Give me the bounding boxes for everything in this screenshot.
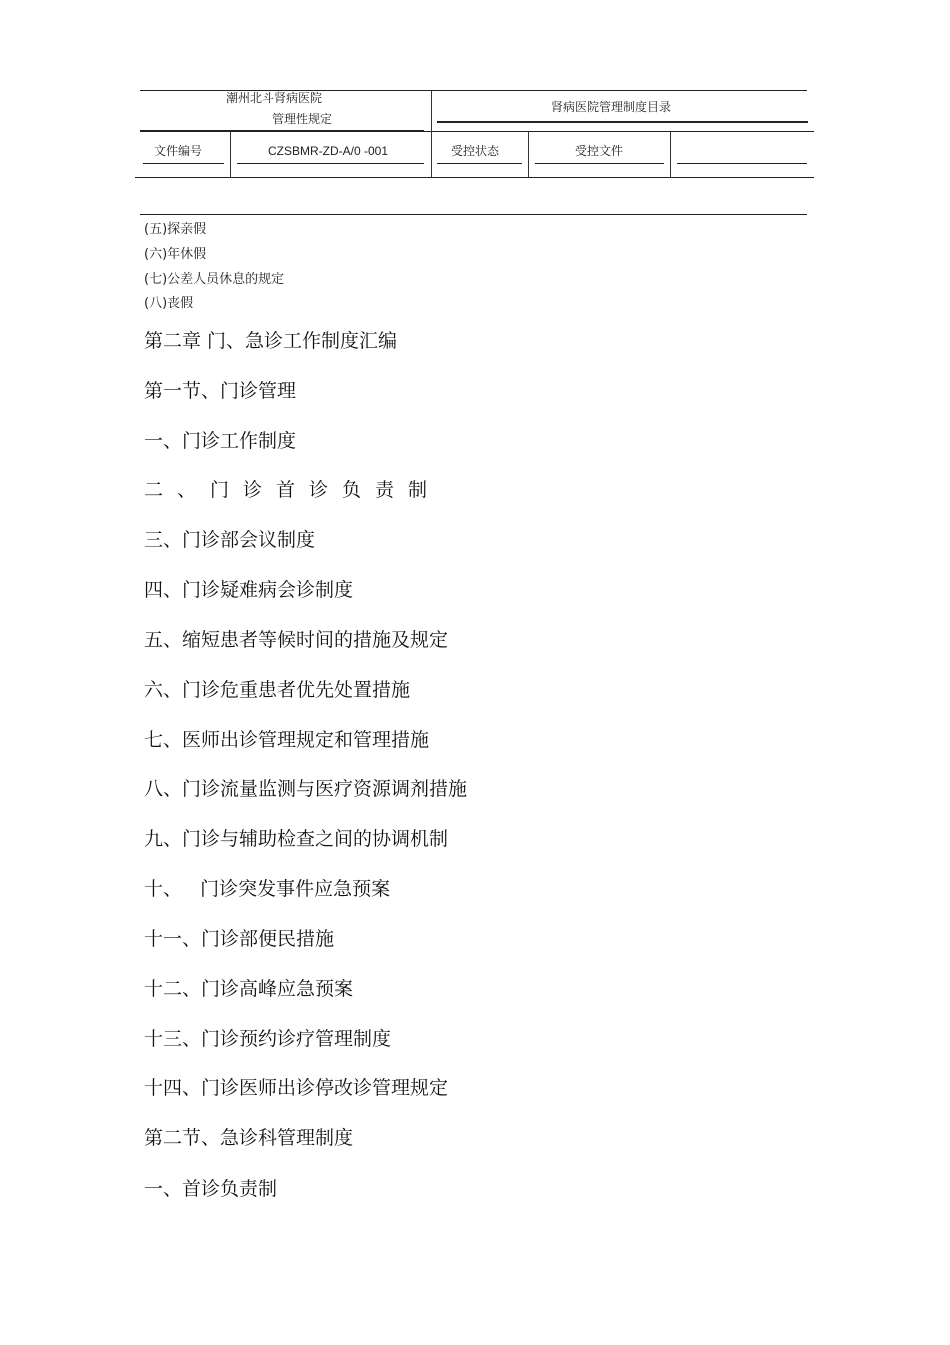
toc-item: 十二、门诊高峰应急预案 xyxy=(144,978,354,1000)
toc-item: 三、门诊部会议制度 xyxy=(144,529,316,551)
toc-item: 十三、门诊预约诊疗管理制度 xyxy=(144,1028,392,1050)
document-title: 肾病医院管理制度目录 xyxy=(551,100,672,114)
toc-item: 一、首诊负责制 xyxy=(144,1178,278,1200)
control-status-label: 受控状态 xyxy=(451,144,500,158)
header-bottom-rule xyxy=(135,177,814,178)
header-divider-2 xyxy=(230,131,231,178)
regulation-type: 管理性规定 xyxy=(272,112,333,126)
toc-item: 八、门诊流量监测与医疗资源调剂措施 xyxy=(144,778,468,800)
cell-underline-blank xyxy=(677,163,807,164)
cell-underline-file-value xyxy=(237,163,424,164)
header-right-underline xyxy=(437,121,808,123)
file-number-value: CZSBMR-ZD-A/0 -001 xyxy=(268,144,389,158)
list-item: (七)公差人员休息的规定 xyxy=(144,272,285,287)
section-heading: 第二节、急诊科管理制度 xyxy=(144,1127,354,1149)
list-item: (五)探亲假 xyxy=(144,222,207,237)
toc-item: 九、门诊与辅助检查之间的协调机制 xyxy=(144,828,449,850)
toc-item: 二、门诊首诊负责制 xyxy=(144,479,442,501)
header-left-underline xyxy=(140,130,424,132)
chapter-heading: 第二章 门、急诊工作制度汇编 xyxy=(144,330,398,352)
toc-item: 十、 门诊突发事件应急预案 xyxy=(144,878,391,900)
header-divider-1 xyxy=(431,91,432,178)
hospital-name: 潮州北斗肾病医院 xyxy=(226,91,323,105)
toc-item: 十一、门诊部便民措施 xyxy=(144,928,335,950)
header-divider-3 xyxy=(528,131,529,178)
file-number-label: 文件编号 xyxy=(154,144,203,158)
toc-item: 四、门诊疑难病会诊制度 xyxy=(144,579,354,601)
section-heading: 第一节、门诊管理 xyxy=(144,380,297,402)
cell-underline-status-value xyxy=(535,163,664,164)
body-top-rule xyxy=(140,214,807,215)
toc-item: 一、门诊工作制度 xyxy=(144,430,297,452)
list-item: (六)年休假 xyxy=(144,247,207,262)
toc-item: 七、医师出诊管理规定和管理措施 xyxy=(144,729,430,751)
toc-item: 十四、门诊医师出诊停改诊管理规定 xyxy=(144,1077,449,1099)
header-divider-4 xyxy=(670,131,671,178)
list-item: (八)丧假 xyxy=(144,296,194,311)
cell-underline-status-label xyxy=(437,163,522,164)
header-mid-rule xyxy=(424,131,814,132)
toc-item: 六、门诊危重患者优先处置措施 xyxy=(144,679,411,701)
cell-underline-file-label xyxy=(143,163,224,164)
control-status-value: 受控文件 xyxy=(575,144,624,158)
toc-item: 五、缩短患者等候时间的措施及规定 xyxy=(144,629,449,651)
